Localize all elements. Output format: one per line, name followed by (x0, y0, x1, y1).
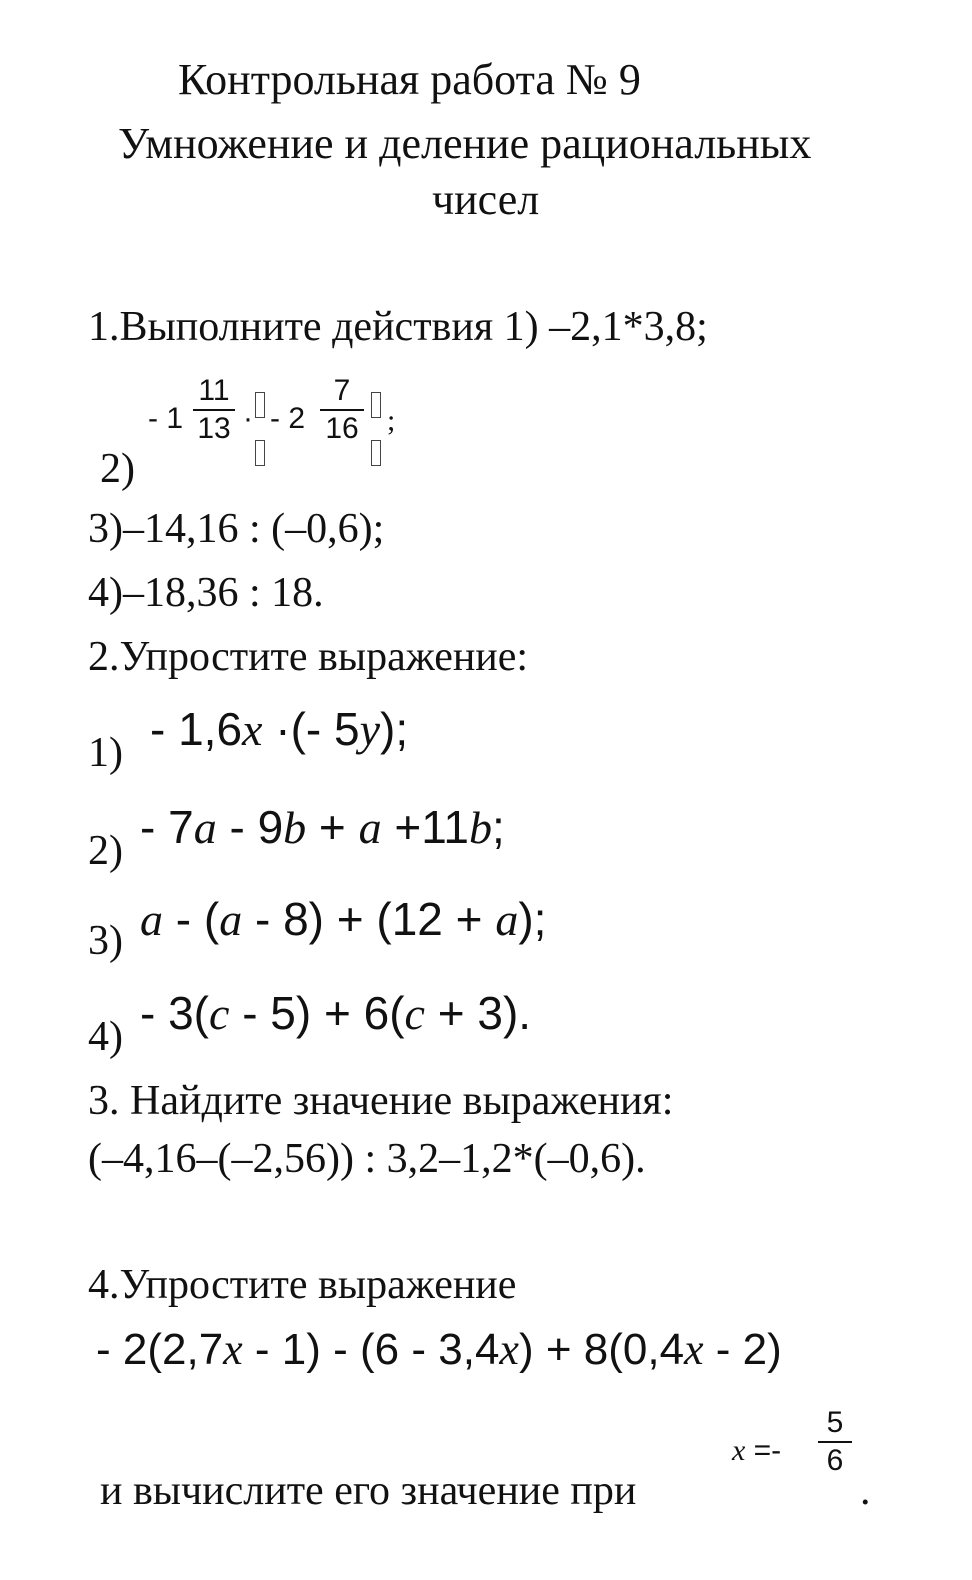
variable-a: a (140, 894, 163, 945)
expr-part: - 2) (703, 1325, 782, 1374)
page-subtitle-line1: Умножение и деление рациональных (118, 119, 812, 168)
final-period: . (860, 1468, 871, 1514)
task2-item4-expression (140, 987, 532, 1039)
task4-expression (96, 1325, 782, 1374)
fraction-7-16 (320, 376, 364, 444)
task2-item2-label: 2) (88, 828, 123, 874)
expr-part: + 3). (424, 987, 532, 1039)
expr-part: - 8) + (12 + (242, 893, 496, 945)
task1-item3: 3)–14,16 : (–0,6); (88, 506, 385, 552)
expr-part: - 2(2,7 (96, 1325, 224, 1374)
fraction-numerator: 5 (826, 1406, 844, 1439)
minus-two: - 2 (270, 402, 306, 435)
variable-x: x (223, 1325, 243, 1374)
expr-part: - 3( (140, 987, 209, 1039)
expr-part: ); (518, 893, 547, 945)
fraction-bar (193, 409, 235, 411)
expr-part: ; (492, 801, 505, 853)
variable-y: y (359, 704, 380, 755)
variable-b: b (283, 802, 307, 853)
fraction-numerator: 11 (198, 374, 230, 407)
task2-item3-label: 3) (88, 918, 123, 964)
bracket-placeholder-icon (371, 440, 381, 466)
expr-part: - 7 (140, 801, 194, 853)
task2-item1-expression (150, 703, 409, 755)
expr-part: + (306, 801, 359, 853)
fraction-numerator: 7 (333, 374, 351, 407)
variable-a: a (193, 802, 217, 853)
fraction-bar (320, 409, 364, 411)
expr-part: - 1,6 (150, 703, 243, 755)
variable-a: a (495, 894, 519, 945)
task2-item1-label: 1) (88, 730, 123, 776)
bracket-placeholder-icon (255, 392, 265, 418)
fraction-5-6 (818, 1408, 852, 1476)
variable-b: b (469, 802, 492, 853)
expr-part: ) + 8(0,4 (518, 1325, 685, 1374)
expr-part: ); (380, 703, 409, 755)
task2-item4-label: 4) (88, 1014, 123, 1060)
fraction-denominator: 6 (826, 1444, 844, 1477)
x-value-expression (732, 1436, 781, 1466)
variable-x: x (499, 1325, 519, 1374)
task1-item4: 4)–18,36 : 18. (88, 570, 324, 616)
variable-x: x (732, 1434, 746, 1467)
variable-x: x (242, 704, 263, 755)
variable-c: c (404, 988, 425, 1039)
expr-part: - ( (163, 893, 220, 945)
fraction-denominator: 13 (197, 412, 231, 445)
variable-x: x (684, 1325, 704, 1374)
variable-c: c (209, 988, 230, 1039)
bracket-placeholder-icon (255, 440, 265, 466)
expr-part: +11 (381, 801, 469, 853)
bracket-placeholder-icon (371, 392, 381, 418)
task3-heading: 3. Найдите значение выражения: (88, 1078, 674, 1124)
task4-compute-text: и вычислите его значение при (100, 1468, 637, 1514)
expr-part: - 9 (216, 801, 284, 853)
variable-a: a (358, 802, 382, 853)
minus-one: - 1 (148, 402, 184, 435)
page-subtitle-line2: чисел (432, 175, 540, 224)
task2-heading: 2.Упростите выражение: (88, 634, 529, 680)
task2-item2-expression (140, 801, 505, 853)
semicolon: ; (387, 404, 396, 437)
fraction-11-13 (193, 376, 235, 444)
fraction-denominator: 16 (325, 412, 359, 445)
expr-part: - 1) - (6 - 3,4 (242, 1325, 500, 1374)
task2-item3-expression (140, 893, 547, 945)
expr-part: - 5) + 6( (229, 987, 405, 1039)
task1-heading: 1.Выполните действия 1) –2,1*3,8; (88, 304, 708, 350)
task3-expression: (–4,16–(–2,56)) : 3,2–1,2*(–0,6). (88, 1136, 646, 1182)
equals-minus: =- (745, 1434, 782, 1467)
page-title: Контрольная работа № 9 (178, 55, 641, 104)
fraction-bar (818, 1441, 852, 1443)
expr-part: ·(- 5 (262, 703, 360, 755)
multiply-dot: · (243, 402, 253, 435)
variable-a: a (219, 894, 243, 945)
task4-heading: 4.Упростите выражение (88, 1262, 517, 1308)
task1-item2-label: 2) (100, 446, 135, 492)
